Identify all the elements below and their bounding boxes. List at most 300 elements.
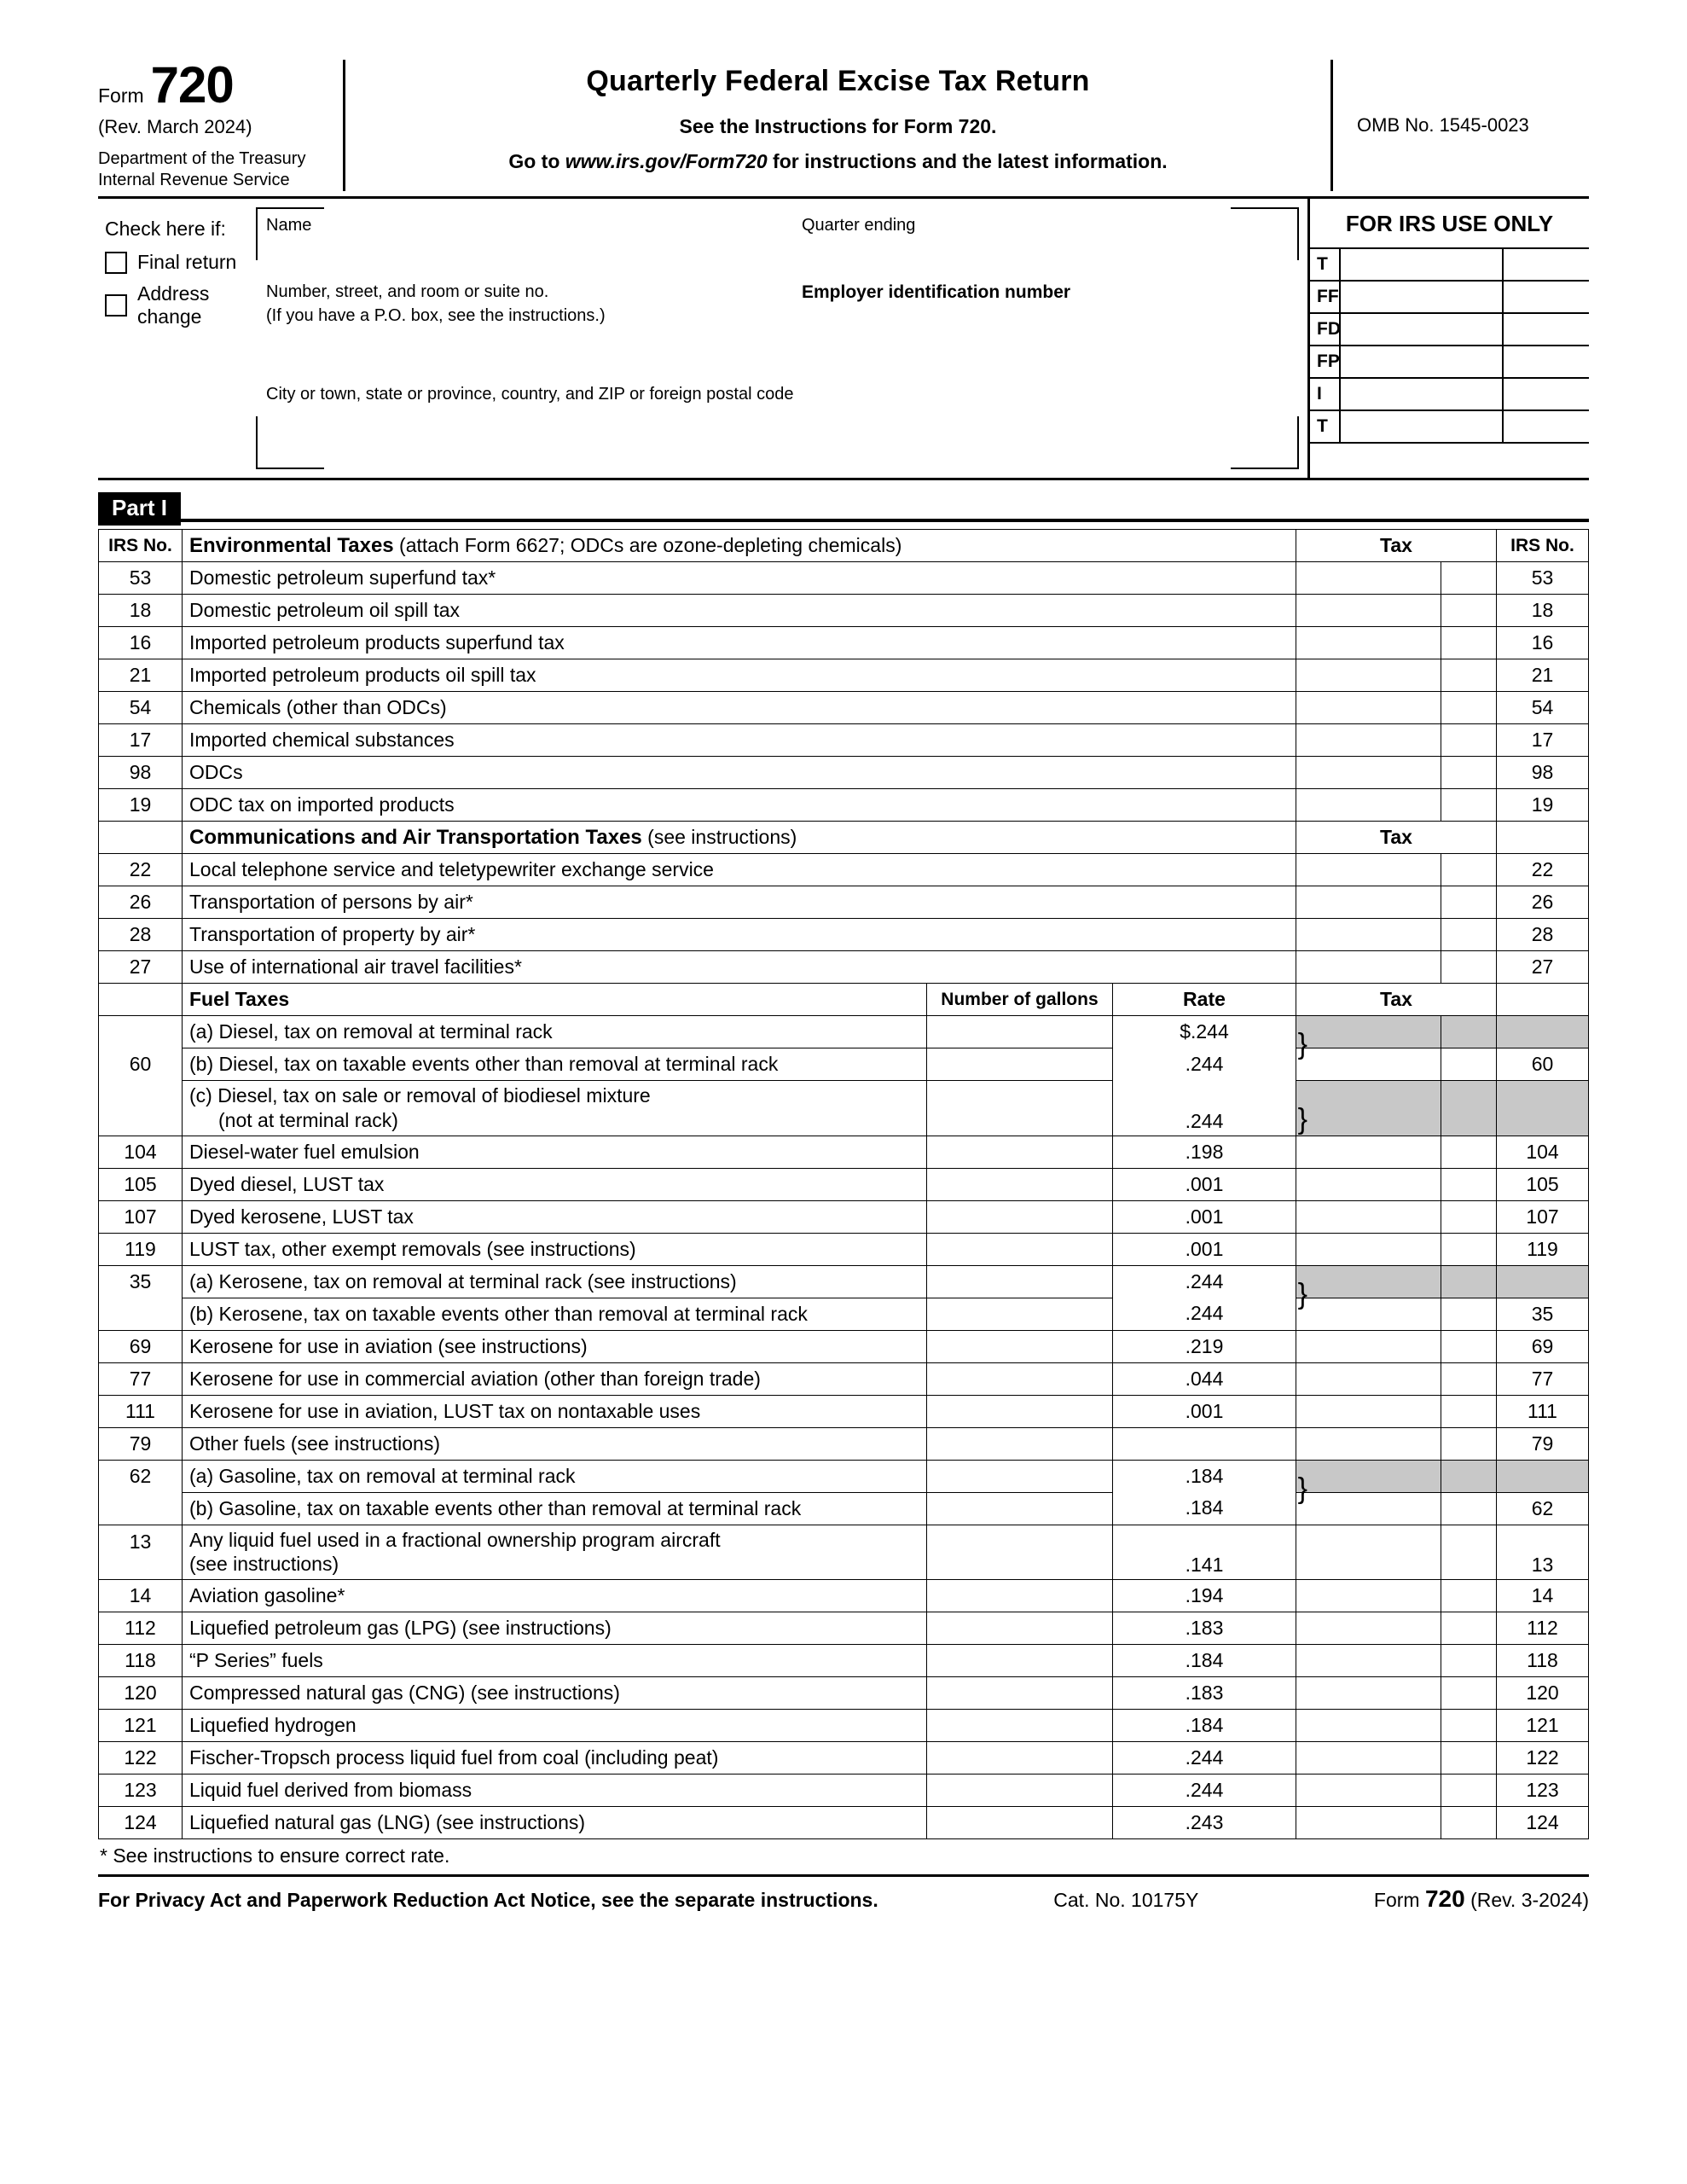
row-tax-input[interactable] xyxy=(1296,951,1441,984)
footer-form-id xyxy=(1374,1885,1589,1913)
irs-use-row xyxy=(1310,247,1589,280)
row-tax-input[interactable] xyxy=(1296,789,1441,822)
row-irsno: 18 xyxy=(99,595,183,627)
row-irsno: 105 xyxy=(99,1168,183,1200)
table-row xyxy=(99,1136,1589,1168)
ein-label: Employer identification number xyxy=(802,282,1071,302)
table-row-diesel-c xyxy=(99,1081,1589,1136)
entity-information-block xyxy=(98,199,1589,480)
row-tax-input[interactable] xyxy=(1296,1807,1441,1839)
section-title-communications: Communications and Air Transportation Taxes xyxy=(189,825,642,849)
row-tax-input[interactable] xyxy=(1296,1525,1441,1580)
table-row xyxy=(99,886,1589,919)
row-gallons-input[interactable] xyxy=(926,1525,1112,1580)
footer-form-word: Form xyxy=(1373,1889,1420,1911)
row-gallons-input[interactable] xyxy=(926,1742,1112,1774)
row-tax-cents[interactable] xyxy=(1441,1168,1497,1200)
row-description: Compressed natural gas (CNG) (see instructions) xyxy=(183,1677,927,1710)
row-tax-cents[interactable] xyxy=(1441,627,1497,659)
row-gallons-input[interactable] xyxy=(926,1265,1112,1298)
table-row xyxy=(99,951,1589,984)
row-tax-input[interactable] xyxy=(1296,1362,1441,1395)
col-header-irsno: IRS No. xyxy=(99,530,183,562)
row-irsno-right: 19 xyxy=(1497,789,1589,822)
row-tax-cents[interactable] xyxy=(1441,1710,1497,1742)
row-irsno-right: 22 xyxy=(1497,854,1589,886)
row-description: Liquid fuel derived from biomass xyxy=(183,1774,927,1807)
row-gallons-input[interactable] xyxy=(926,1612,1112,1645)
row-gallons-input[interactable] xyxy=(926,1016,1112,1048)
row-tax-input[interactable] xyxy=(1296,1427,1441,1460)
row-tax-input[interactable] xyxy=(1296,1395,1441,1427)
row-gallons-input[interactable] xyxy=(926,1362,1112,1395)
col-header-tax-2: Tax xyxy=(1296,822,1497,854)
row-tax-input[interactable] xyxy=(1296,1492,1441,1525)
table-row xyxy=(99,1580,1589,1612)
row-description-line2: (not at terminal rack) xyxy=(218,1108,398,1131)
irs-use-field-b[interactable] xyxy=(1502,314,1589,345)
row-tax-cents[interactable] xyxy=(1441,1233,1497,1265)
row-tax-shaded xyxy=(1296,1016,1441,1048)
row-gallons-input[interactable] xyxy=(926,1677,1112,1710)
irs-use-row-label: FP xyxy=(1317,351,1340,371)
row-tax-input[interactable] xyxy=(1296,1677,1441,1710)
irs-use-field-a[interactable] xyxy=(1339,346,1502,377)
row-gallons-input[interactable] xyxy=(926,1136,1112,1168)
row-tax-input[interactable] xyxy=(1296,886,1441,919)
row-irsno: 121 xyxy=(99,1710,183,1742)
row-irsno: 111 xyxy=(99,1395,183,1427)
irs-use-row xyxy=(1310,377,1589,410)
address-fields-block xyxy=(247,199,1307,478)
quarter-ending-input[interactable] xyxy=(802,240,1058,269)
row-tax-cents[interactable] xyxy=(1441,1200,1497,1233)
row-gallons-input[interactable] xyxy=(926,1048,1112,1081)
table-row xyxy=(99,1200,1589,1233)
row-irsno-right: 98 xyxy=(1497,757,1589,789)
row-irsno-blank xyxy=(99,822,183,854)
row-tax-input[interactable] xyxy=(1296,1742,1441,1774)
table-row-gasoline-a xyxy=(99,1460,1589,1492)
row-tax-shaded xyxy=(1296,1265,1441,1298)
row-irsno-right: 16 xyxy=(1497,627,1589,659)
row-description: Use of international air travel facilities* xyxy=(183,951,1296,984)
col-header-gallons: Number of gallons xyxy=(926,984,1112,1016)
row-tax-input[interactable] xyxy=(1296,1200,1441,1233)
row-irsno: 60 xyxy=(99,1048,183,1081)
irs-use-row-label: T xyxy=(1317,416,1328,436)
row-tax-input[interactable] xyxy=(1296,1612,1441,1645)
corner-mark-bottom-left xyxy=(256,468,324,469)
row-tax-cents[interactable] xyxy=(1441,1612,1497,1645)
instructions-note: See the Instructions for Form 720. xyxy=(679,115,997,137)
row-gallons-input[interactable] xyxy=(926,1774,1112,1807)
row-irsno: 119 xyxy=(99,1233,183,1265)
name-label: Name xyxy=(266,216,312,235)
row-irsno: 122 xyxy=(99,1742,183,1774)
irs-use-field-b[interactable] xyxy=(1502,249,1589,280)
row-rate: .198 xyxy=(1112,1136,1296,1168)
row-irsno-blank xyxy=(99,1492,183,1525)
row-tax-input[interactable] xyxy=(1296,1168,1441,1200)
row-tax-cents[interactable] xyxy=(1441,757,1497,789)
row-irsno-right: 112 xyxy=(1497,1612,1589,1645)
row-irsno-right: 62 xyxy=(1497,1492,1589,1525)
row-irsno: 69 xyxy=(99,1330,183,1362)
row-rate xyxy=(1112,1081,1307,1136)
row-tax-input[interactable] xyxy=(1296,1136,1441,1168)
for-irs-use-only-title: FOR IRS USE ONLY xyxy=(1345,211,1554,236)
row-gallons-input[interactable] xyxy=(926,1233,1112,1265)
street-input[interactable] xyxy=(266,331,778,360)
row-tax-cents[interactable] xyxy=(1441,1742,1497,1774)
row-rate: .183 xyxy=(1112,1677,1296,1710)
row-rate-value: .244 xyxy=(1185,1269,1224,1292)
col-header-tax-3: Tax xyxy=(1296,984,1497,1016)
row-gallons-input[interactable] xyxy=(926,1580,1112,1612)
row-tax-cents[interactable] xyxy=(1441,1807,1497,1839)
row-rate: .141 xyxy=(1112,1525,1296,1580)
row-tax-input[interactable] xyxy=(1296,562,1441,595)
city-input[interactable] xyxy=(266,412,1034,441)
row-irsno-right-blank xyxy=(1497,822,1589,854)
row-rate: .044 xyxy=(1112,1362,1296,1395)
row-irsno: 21 xyxy=(99,659,183,692)
table-row-diesel-a xyxy=(99,1016,1589,1048)
row-irsno-right: 35 xyxy=(1497,1298,1589,1330)
row-irsno: 112 xyxy=(99,1612,183,1645)
row-tax-input[interactable] xyxy=(1296,1774,1441,1807)
table-row-diesel-b xyxy=(99,1048,1589,1081)
row-irsno: 124 xyxy=(99,1807,183,1839)
row-tax-cents[interactable] xyxy=(1441,789,1497,822)
final-return-row[interactable] xyxy=(105,251,247,274)
row-description: Imported petroleum products superfund tax xyxy=(183,627,1296,659)
table-row xyxy=(99,627,1589,659)
row-tax-cents[interactable] xyxy=(1441,1580,1497,1612)
table-row-kerosene-b xyxy=(99,1298,1589,1330)
table-header-row xyxy=(99,530,1589,562)
row-description: (a) Diesel, tax on removal at terminal rack xyxy=(183,1016,927,1048)
form-header xyxy=(98,56,1589,199)
row-irsno: 16 xyxy=(99,627,183,659)
row-irsno: 27 xyxy=(99,951,183,984)
row-rate: .244 xyxy=(1112,1298,1296,1330)
row-tax-cents[interactable] xyxy=(1441,1525,1497,1580)
row-tax-input[interactable] xyxy=(1296,1580,1441,1612)
check-here-label: Check here if: xyxy=(105,218,226,240)
row-tax-input[interactable] xyxy=(1296,854,1441,886)
row-description: Dyed kerosene, LUST tax xyxy=(183,1200,927,1233)
table-row xyxy=(99,854,1589,886)
privacy-act-notice: For Privacy Act and Paperwork Reduction Act Notice, see the separate instructions. xyxy=(98,1889,878,1911)
row-tax-cents[interactable] xyxy=(1441,692,1497,724)
row-irsno-right-shaded xyxy=(1497,1265,1589,1298)
row-irsno-right: 124 xyxy=(1497,1807,1589,1839)
row-tax-cents[interactable] xyxy=(1441,1645,1497,1677)
row-description: Liquefied hydrogen xyxy=(183,1710,927,1742)
row-description: Kerosene for use in commercial aviation (other than foreign trade) xyxy=(183,1362,927,1395)
quarter-ending-label: Quarter ending xyxy=(802,216,916,235)
row-gallons-input[interactable] xyxy=(926,1200,1112,1233)
department-line-2: Internal Revenue Service xyxy=(98,171,290,189)
part-1-label: Part I xyxy=(98,492,181,526)
ein-input[interactable] xyxy=(802,306,1109,335)
row-tax-cents-shaded xyxy=(1441,1460,1497,1492)
irs-use-field-a[interactable] xyxy=(1339,314,1502,345)
row-rate: .001 xyxy=(1112,1233,1296,1265)
corner-mark-top-left xyxy=(256,207,324,209)
irs-use-field-a[interactable] xyxy=(1339,379,1502,410)
row-tax-cents[interactable] xyxy=(1441,1677,1497,1710)
table-row-gasoline-b xyxy=(99,1492,1589,1525)
irs-url-link[interactable]: www.irs.gov/Form720 xyxy=(565,150,768,172)
row-tax-input[interactable] xyxy=(1296,724,1441,757)
row-irsno: 104 xyxy=(99,1136,183,1168)
row-tax-input[interactable] xyxy=(1296,1233,1441,1265)
row-gallons-input[interactable] xyxy=(926,1492,1112,1525)
form-revision: (Rev. March 2024) xyxy=(98,116,252,137)
goto-text-suffix: for instructions and the latest information. xyxy=(767,150,1168,172)
for-irs-use-only-block xyxy=(1307,199,1589,478)
section-note-communications: (see instructions) xyxy=(647,825,797,848)
row-rate: .001 xyxy=(1112,1395,1296,1427)
row-irsno-right: 53 xyxy=(1497,562,1589,595)
row-gallons-input[interactable] xyxy=(926,1710,1112,1742)
table-row xyxy=(99,1330,1589,1362)
row-rate: .184 xyxy=(1112,1645,1296,1677)
row-gallons-input[interactable] xyxy=(926,1427,1112,1460)
final-return-checkbox[interactable] xyxy=(105,252,127,274)
row-tax-cents[interactable] xyxy=(1441,562,1497,595)
row-irsno: 77 xyxy=(99,1362,183,1395)
row-tax-input[interactable] xyxy=(1296,1645,1441,1677)
city-label: City or town, state or province, country, and ZIP or foreign postal code xyxy=(266,385,794,404)
row-irsno-right: 27 xyxy=(1497,951,1589,984)
row-description: Liquefied natural gas (LNG) (see instructions) xyxy=(183,1807,927,1839)
row-irsno-right: 111 xyxy=(1497,1395,1589,1427)
row-irsno-right: 118 xyxy=(1497,1645,1589,1677)
table-row xyxy=(99,1774,1589,1807)
row-tax-cents[interactable] xyxy=(1441,1774,1497,1807)
row-irsno: 13 xyxy=(99,1525,183,1580)
row-gallons-input[interactable] xyxy=(926,1330,1112,1362)
name-input[interactable] xyxy=(266,240,778,269)
irs-use-row-label: I xyxy=(1317,384,1322,404)
row-description: Dyed diesel, LUST tax xyxy=(183,1168,927,1200)
section-header-row xyxy=(99,822,1589,854)
irs-use-field-b[interactable] xyxy=(1502,346,1589,377)
row-tax-input[interactable] xyxy=(1296,1048,1441,1081)
section-title-environmental: Environmental Taxes xyxy=(189,533,394,557)
row-tax-cents[interactable] xyxy=(1441,919,1497,951)
address-change-row[interactable] xyxy=(105,282,247,328)
row-irsno-right: 121 xyxy=(1497,1710,1589,1742)
row-tax-input[interactable] xyxy=(1296,757,1441,789)
table-row xyxy=(99,1677,1589,1710)
part-1-banner xyxy=(98,492,1589,526)
row-tax-input[interactable] xyxy=(1296,692,1441,724)
row-description-line1: (c) Diesel, tax on sale or removal of biodiesel mixture xyxy=(189,1084,651,1107)
irs-use-field-a[interactable] xyxy=(1339,282,1502,312)
row-tax-cents[interactable] xyxy=(1441,1048,1497,1081)
table-row xyxy=(99,919,1589,951)
row-description: (b) Gasoline, tax on taxable events other than removal at terminal rack xyxy=(183,1492,927,1525)
row-tax-cents[interactable] xyxy=(1441,595,1497,627)
irs-use-field-a[interactable] xyxy=(1339,249,1502,280)
col-header-irsno-right: IRS No. xyxy=(1497,530,1589,562)
corner-mark-top-right xyxy=(1231,207,1299,209)
row-tax-cents[interactable] xyxy=(1441,1362,1497,1395)
corner-mark-left-bottom xyxy=(256,416,258,469)
row-gallons-input[interactable] xyxy=(926,1168,1112,1200)
row-tax-shaded xyxy=(1296,1081,1441,1136)
row-irsno-right: 77 xyxy=(1497,1362,1589,1395)
row-irsno: 14 xyxy=(99,1580,183,1612)
row-irsno-right: 13 xyxy=(1497,1525,1589,1580)
row-tax-input[interactable] xyxy=(1296,1330,1441,1362)
brace-icon: } xyxy=(1297,1028,1307,1060)
row-gallons-input[interactable] xyxy=(926,1807,1112,1839)
row-irsno-right: 119 xyxy=(1497,1233,1589,1265)
row-irsno-blank xyxy=(99,1298,183,1330)
row-gallons-input[interactable] xyxy=(926,1645,1112,1677)
row-rate: .244 xyxy=(1112,1742,1296,1774)
row-irsno-right: 60 xyxy=(1497,1048,1589,1081)
row-description: “P Series” fuels xyxy=(183,1645,927,1677)
table-row xyxy=(99,562,1589,595)
row-rate: .183 xyxy=(1112,1612,1296,1645)
row-rate: .001 xyxy=(1112,1168,1296,1200)
row-tax-cents[interactable] xyxy=(1441,951,1497,984)
row-irsno: 28 xyxy=(99,919,183,951)
form-identity-block xyxy=(98,56,345,191)
row-tax-input[interactable] xyxy=(1296,659,1441,692)
table-row xyxy=(99,692,1589,724)
irs-use-row xyxy=(1310,410,1589,444)
row-gallons-input[interactable] xyxy=(926,1081,1112,1136)
row-description-line1: Any liquid fuel used in a fractional ownership program aircraft xyxy=(189,1528,721,1551)
row-irsno: 79 xyxy=(99,1427,183,1460)
col-header-rate: Rate xyxy=(1112,984,1296,1016)
irs-use-row-label: FD xyxy=(1317,319,1341,339)
rate-footnote: * See instructions to ensure correct rate. xyxy=(98,1839,1589,1877)
row-description: (b) Kerosene, tax on taxable events other than removal at terminal rack xyxy=(183,1298,927,1330)
row-irsno: 98 xyxy=(99,757,183,789)
row-rate-value: .244 xyxy=(1185,1109,1224,1132)
row-description: ODCs xyxy=(183,757,1296,789)
table-row xyxy=(99,659,1589,692)
row-irsno: 17 xyxy=(99,724,183,757)
row-irsno: 22 xyxy=(99,854,183,886)
table-row-kerosene-a xyxy=(99,1265,1589,1298)
row-tax-cents-shaded xyxy=(1441,1016,1497,1048)
row-tax-input[interactable] xyxy=(1296,1298,1441,1330)
table-row xyxy=(99,1710,1589,1742)
corner-mark-right-bottom xyxy=(1297,416,1299,469)
irs-use-field-b[interactable] xyxy=(1502,282,1589,312)
row-irsno: 53 xyxy=(99,562,183,595)
irs-use-field-b[interactable] xyxy=(1502,411,1589,442)
row-tax-cents[interactable] xyxy=(1441,1136,1497,1168)
row-irsno: 35 xyxy=(99,1265,183,1298)
row-irsno-right: 104 xyxy=(1497,1136,1589,1168)
omb-block xyxy=(1333,60,1589,191)
row-description-multiline xyxy=(183,1081,927,1136)
section-title-fuel: Fuel Taxes xyxy=(183,984,927,1016)
irs-use-field-b[interactable] xyxy=(1502,379,1589,410)
row-irsno: 54 xyxy=(99,692,183,724)
irs-use-row xyxy=(1310,312,1589,345)
catalog-number: Cat. No. 10175Y xyxy=(1053,1889,1199,1911)
street-label-line1: Number, street, and room or suite no. xyxy=(266,282,549,301)
row-tax-cents[interactable] xyxy=(1441,1298,1497,1330)
row-irsno-blank xyxy=(99,1016,183,1048)
row-tax-cents[interactable] xyxy=(1441,854,1497,886)
row-tax-cents[interactable] xyxy=(1441,886,1497,919)
table-row xyxy=(99,1612,1589,1645)
row-tax-input[interactable] xyxy=(1296,919,1441,951)
row-irsno: 19 xyxy=(99,789,183,822)
row-irsno-right: 28 xyxy=(1497,919,1589,951)
row-description: Kerosene for use in aviation, LUST tax on nontaxable uses xyxy=(183,1395,927,1427)
row-tax-input[interactable] xyxy=(1296,1710,1441,1742)
row-gallons-input[interactable] xyxy=(926,1460,1112,1492)
check-here-block xyxy=(98,199,247,478)
row-tax-input[interactable] xyxy=(1296,595,1441,627)
form-footer xyxy=(98,1877,1589,1913)
irs-use-row xyxy=(1310,345,1589,377)
row-tax-shaded xyxy=(1296,1460,1441,1492)
row-description: Aviation gasoline* xyxy=(183,1580,927,1612)
table-row xyxy=(99,1233,1589,1265)
form-number: 720 xyxy=(150,56,234,113)
row-tax-cents[interactable] xyxy=(1441,1330,1497,1362)
row-irsno: 120 xyxy=(99,1677,183,1710)
row-irsno-right-shaded xyxy=(1497,1081,1589,1136)
irs-use-row-label: FF xyxy=(1317,287,1339,306)
row-irsno-right-blank xyxy=(1497,984,1589,1016)
department-line-1: Department of the Treasury xyxy=(98,149,306,168)
row-tax-cents[interactable] xyxy=(1441,1427,1497,1460)
row-gallons-input[interactable] xyxy=(926,1395,1112,1427)
row-rate xyxy=(1112,1016,1307,1060)
row-description: Chemicals (other than ODCs) xyxy=(183,692,1296,724)
address-change-checkbox[interactable] xyxy=(105,294,127,317)
part-1-rule xyxy=(181,519,1589,522)
irs-use-field-a[interactable] xyxy=(1339,411,1502,442)
row-gallons-input[interactable] xyxy=(926,1298,1112,1330)
footer-form-revision: (Rev. 3-2024) xyxy=(1470,1889,1589,1911)
row-rate: .001 xyxy=(1112,1200,1296,1233)
row-tax-cents[interactable] xyxy=(1441,659,1497,692)
row-irsno: 26 xyxy=(99,886,183,919)
col-header-tax: Tax xyxy=(1296,530,1497,562)
form-word: Form xyxy=(98,84,144,107)
page-title: Quarterly Federal Excise Tax Return xyxy=(586,65,1090,97)
row-tax-cents[interactable] xyxy=(1441,1395,1497,1427)
row-rate-value: .184 xyxy=(1185,1464,1224,1487)
row-irsno-right: 26 xyxy=(1497,886,1589,919)
row-tax-input[interactable] xyxy=(1296,627,1441,659)
row-irsno-right-shaded xyxy=(1497,1460,1589,1492)
row-tax-cents[interactable] xyxy=(1441,724,1497,757)
row-irsno-right: 122 xyxy=(1497,1742,1589,1774)
irs-use-row xyxy=(1310,280,1589,312)
row-description: ODC tax on imported products xyxy=(183,789,1296,822)
row-tax-cents[interactable] xyxy=(1441,1492,1497,1525)
row-rate-value: $.244 xyxy=(1180,1020,1229,1043)
